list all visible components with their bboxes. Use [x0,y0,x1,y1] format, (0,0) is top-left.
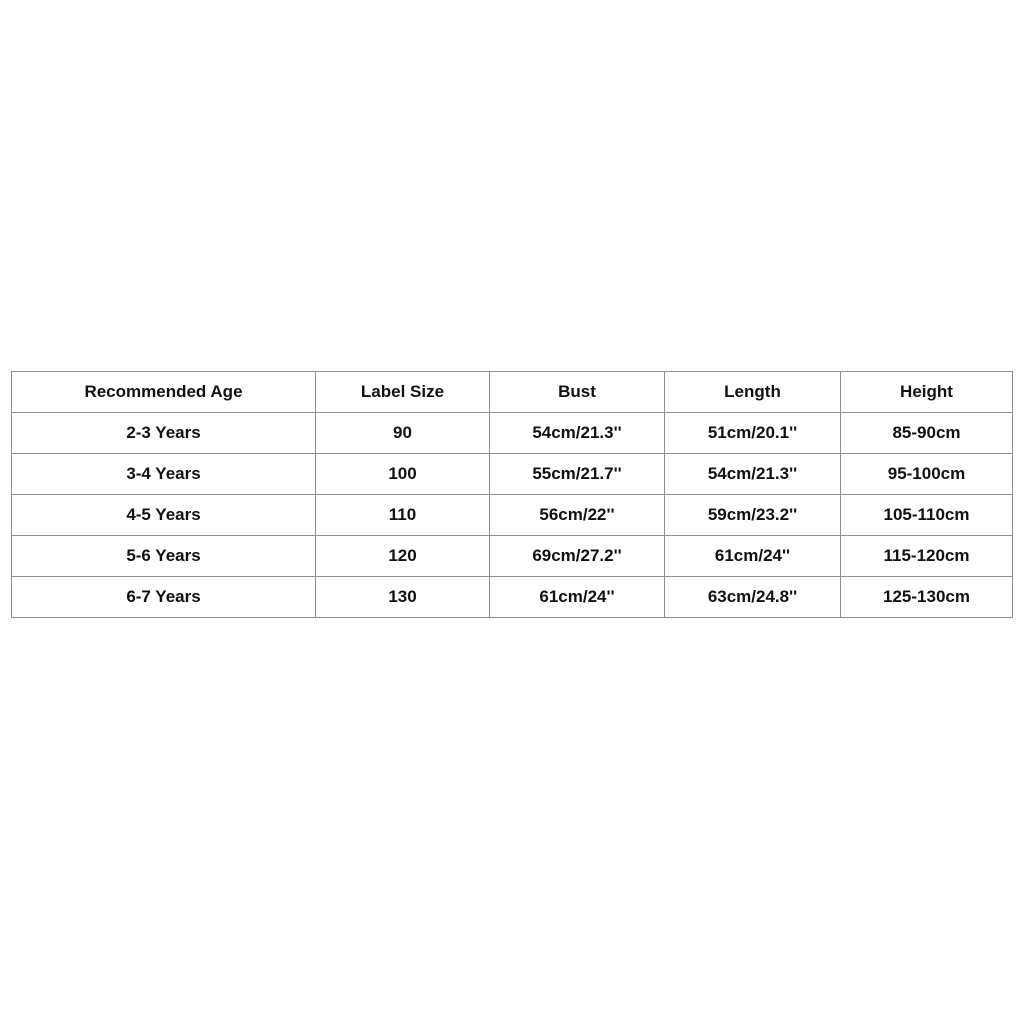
cell-label-size: 100 [316,454,490,495]
table-row [12,413,1013,454]
table-row [12,454,1013,495]
cell-bust: 61cm/24'' [490,577,665,618]
cell-label-size: 130 [316,577,490,618]
cell-length: 59cm/23.2'' [665,495,841,536]
header-recommended-age: Recommended Age [12,372,316,413]
table-row [12,577,1013,618]
cell-height: 115-120cm [841,536,1013,577]
cell-recommended-age: 6-7 Years [12,577,316,618]
cell-label-size: 110 [316,495,490,536]
cell-height: 85-90cm [841,413,1013,454]
cell-height: 105-110cm [841,495,1013,536]
header-bust: Bust [490,372,665,413]
cell-recommended-age: 3-4 Years [12,454,316,495]
cell-length: 54cm/21.3'' [665,454,841,495]
cell-length: 61cm/24'' [665,536,841,577]
header-length: Length [665,372,841,413]
cell-recommended-age: 5-6 Years [12,536,316,577]
cell-bust: 54cm/21.3'' [490,413,665,454]
cell-length: 51cm/20.1'' [665,413,841,454]
cell-height: 125-130cm [841,577,1013,618]
cell-bust: 56cm/22'' [490,495,665,536]
header-label-size: Label Size [316,372,490,413]
cell-bust: 55cm/21.7'' [490,454,665,495]
header-height: Height [841,372,1013,413]
table-row [12,495,1013,536]
table-row [12,536,1013,577]
cell-recommended-age: 2-3 Years [12,413,316,454]
table-header-row [12,372,1013,413]
cell-label-size: 120 [316,536,490,577]
size-chart-table [11,371,1013,618]
cell-label-size: 90 [316,413,490,454]
cell-recommended-age: 4-5 Years [12,495,316,536]
cell-height: 95-100cm [841,454,1013,495]
cell-bust: 69cm/27.2'' [490,536,665,577]
cell-length: 63cm/24.8'' [665,577,841,618]
